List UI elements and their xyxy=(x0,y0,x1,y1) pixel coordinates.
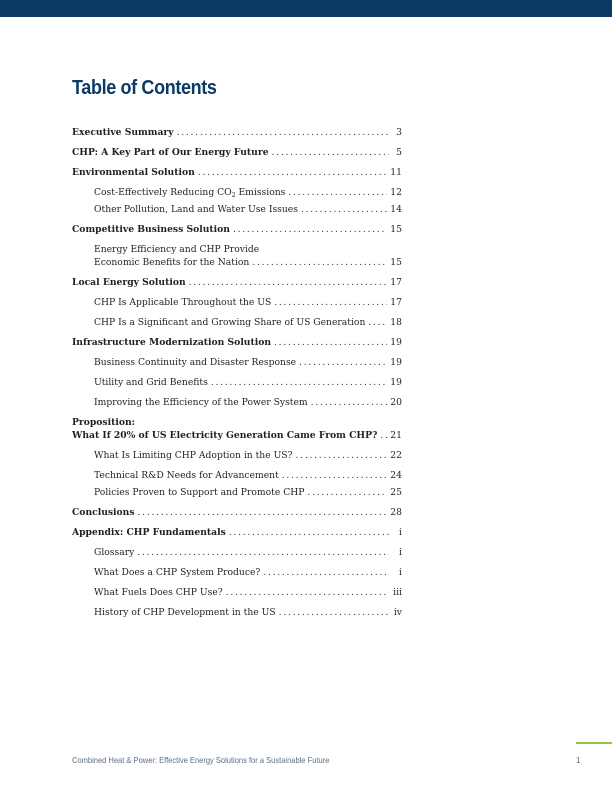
toc-entry-lead: Energy Efficiency and CHP Provide xyxy=(94,244,260,255)
toc-entry-label: Other Pollution, Land and Water Use Issues xyxy=(94,204,298,215)
toc-page-number: i xyxy=(399,567,402,578)
dot-leader xyxy=(177,126,389,139)
toc-page-number: 17 xyxy=(390,277,402,288)
toc-entry-label-part: Cost-Effectively Reducing CO xyxy=(94,187,232,198)
toc-page-number: 12 xyxy=(390,187,402,198)
dot-leader xyxy=(311,396,388,409)
toc-entry[interactable] xyxy=(72,146,402,159)
toc-entry[interactable] xyxy=(72,356,402,369)
toc-entry-label: Technical R&D Needs for Advancement xyxy=(94,470,279,481)
page-title: Table of Contents xyxy=(72,77,217,99)
toc-entry-label: What Fuels Does CHP Use? xyxy=(94,587,223,598)
toc-entry-label: Executive Summary xyxy=(72,127,174,138)
toc-entry[interactable] xyxy=(72,296,402,309)
toc-page-number: 15 xyxy=(390,224,402,235)
footer-page-number: 1 xyxy=(576,756,581,765)
dot-leader xyxy=(198,166,388,179)
dot-leader xyxy=(274,296,387,309)
toc-entry[interactable] xyxy=(72,376,402,389)
toc-entry-label xyxy=(94,186,285,199)
dot-leader xyxy=(307,486,387,499)
toc-entry-label: What Is Limiting CHP Adoption in the US? xyxy=(94,450,293,461)
dot-leader xyxy=(274,336,387,349)
toc-entry[interactable] xyxy=(72,126,402,139)
toc-entry[interactable] xyxy=(72,396,402,409)
dot-leader xyxy=(272,146,389,159)
toc-entry[interactable] xyxy=(72,526,402,539)
dot-leader xyxy=(282,469,388,482)
top-banner xyxy=(0,0,612,17)
toc-entry-label: Policies Proven to Support and Promote CHP xyxy=(94,487,305,498)
toc-page-number: 19 xyxy=(390,377,402,388)
toc-entry[interactable] xyxy=(72,316,402,329)
toc-entry-label: Local Energy Solution xyxy=(72,277,186,288)
footer-rule xyxy=(576,742,612,744)
toc-page-number: 19 xyxy=(390,337,402,348)
toc-page-number: iv xyxy=(393,607,402,618)
dot-leader xyxy=(189,276,388,289)
toc-page-number: 5 xyxy=(396,147,402,158)
toc-page-number: 17 xyxy=(390,297,402,308)
toc-page-number: 25 xyxy=(390,487,402,498)
toc-entry-label: Improving the Efficiency of the Power System xyxy=(94,397,308,408)
dot-leader xyxy=(137,546,389,559)
toc-page-number: 24 xyxy=(390,470,402,481)
toc-entry[interactable] xyxy=(72,606,402,619)
dot-leader xyxy=(226,586,389,599)
toc-entry[interactable] xyxy=(72,276,402,289)
toc-entry-label: Conclusions xyxy=(72,507,135,518)
dot-leader xyxy=(211,376,387,389)
dot-leader xyxy=(299,356,387,369)
toc-entry[interactable] xyxy=(72,166,402,179)
dot-leader xyxy=(368,316,387,329)
toc-entry-label: Business Continuity and Disaster Response xyxy=(94,357,297,368)
toc-entry-label: CHP: A Key Part of Our Energy Future xyxy=(72,147,269,158)
toc-page-number: 18 xyxy=(390,317,402,328)
dot-leader xyxy=(229,526,389,539)
dot-leader xyxy=(252,256,387,269)
dot-leader xyxy=(301,203,387,216)
toc-entry-label: CHP Is Applicable Throughout the US xyxy=(94,297,272,308)
toc-entry-label: Environmental Solution xyxy=(72,167,195,178)
toc-page-number: 3 xyxy=(396,127,402,138)
toc-entry-label: Appendix: CHP Fundamentals xyxy=(72,527,226,538)
toc-entry-label: What If 20% of US Electricity Generation Came From CHP? xyxy=(72,430,378,441)
toc-entry[interactable] xyxy=(72,586,402,599)
dot-leader xyxy=(233,223,387,236)
toc-entry-label: History of CHP Development in the US xyxy=(94,607,276,618)
dot-leader xyxy=(279,606,389,619)
toc-entry[interactable] xyxy=(72,486,402,499)
dot-leader xyxy=(263,566,389,579)
toc-page-number: 19 xyxy=(390,357,402,368)
toc-page-number: 20 xyxy=(390,397,402,408)
subscript: 2 xyxy=(231,192,236,199)
dot-leader xyxy=(288,186,387,199)
toc-entry-label: Glossary xyxy=(94,547,135,558)
toc-entry-label: Infrastructure Modernization Solution xyxy=(72,337,272,348)
toc-entry[interactable] xyxy=(72,203,402,216)
table-of-contents xyxy=(72,126,402,626)
toc-entry[interactable] xyxy=(72,506,402,519)
toc-entry[interactable] xyxy=(72,223,402,236)
toc-entry-label: Competitive Business Solution xyxy=(72,224,230,235)
footer-text: Combined Heat & Power: Effective Energy Solutions for a Sustainable Future xyxy=(72,756,330,765)
toc-entry-lead: Proposition: xyxy=(72,417,136,428)
dot-leader xyxy=(380,429,387,442)
toc-entry[interactable] xyxy=(72,469,402,482)
toc-page-number: 28 xyxy=(390,507,402,518)
toc-page-number: 14 xyxy=(390,204,402,215)
toc-page-number: 15 xyxy=(390,257,402,268)
toc-entry[interactable] xyxy=(72,186,402,199)
toc-entry[interactable] xyxy=(72,336,402,349)
toc-entry[interactable] xyxy=(72,416,402,442)
toc-page-number: 21 xyxy=(390,430,402,441)
toc-entry-label: Utility and Grid Benefits xyxy=(94,377,208,388)
toc-entry-label: What Does a CHP System Produce? xyxy=(94,567,261,578)
toc-entry-label: CHP Is a Significant and Growing Share of US Generation xyxy=(94,317,366,328)
toc-page-number: i xyxy=(399,527,402,538)
dot-leader xyxy=(138,506,388,519)
toc-page-number: 11 xyxy=(390,167,402,178)
toc-page-number: i xyxy=(399,547,402,558)
toc-entry-label: Economic Benefits for the Nation xyxy=(94,257,250,268)
toc-entry[interactable] xyxy=(72,243,402,269)
toc-page-number: iii xyxy=(393,587,402,598)
toc-entry-label-part: Emissions xyxy=(235,187,286,198)
toc-entry[interactable] xyxy=(72,566,402,579)
toc-page-number: 22 xyxy=(390,450,402,461)
toc-entry[interactable] xyxy=(72,546,402,559)
dot-leader xyxy=(296,449,388,462)
toc-entry[interactable] xyxy=(72,449,402,462)
